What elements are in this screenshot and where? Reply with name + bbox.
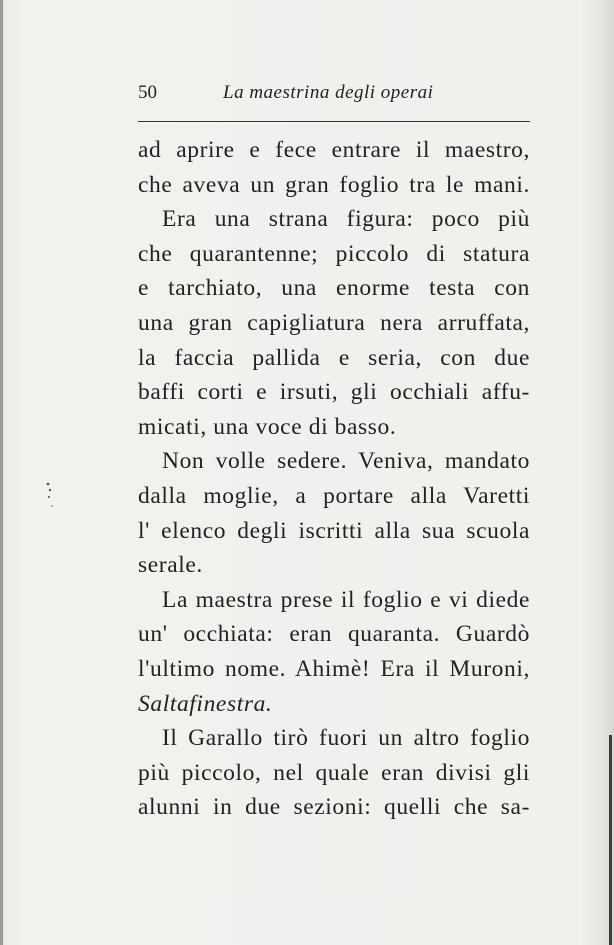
paragraph-start-line: La maestra prese il foglio e vi diede: [162, 586, 530, 613]
body-text: [138, 133, 530, 825]
header-rule: [138, 121, 530, 122]
ink-specks: [40, 478, 60, 518]
paragraph-end-line: micati, una voce di basso.: [138, 413, 397, 440]
text-line: dalla moglie, a portare alla Varetti: [138, 482, 530, 509]
text-line: che aveva un gran foglio tra le mani.: [138, 171, 530, 198]
text-line: un' occhiata: eran quaranta. Guardò: [138, 621, 530, 648]
text-line: ad aprire e fece entrare il maestro,: [138, 137, 530, 163]
page-header: [138, 78, 530, 108]
text-line: l'ultimo nome. Ahimè! Era il Muroni,: [138, 655, 530, 682]
speck: [51, 505, 53, 507]
running-title: La maestrina degli operai: [223, 82, 434, 103]
speck: [47, 483, 50, 486]
text-line: più piccolo, nel quale eran divisi gli: [138, 759, 530, 786]
text-line: e tarchiato, una enorme testa con: [138, 275, 530, 302]
paragraph-start-line: Il Garallo tirò fuori un altro foglio: [162, 725, 530, 752]
text-line: baffi corti e irsuti, gli occhiali affu-: [138, 379, 530, 406]
page-left-edge: [0, 0, 3, 945]
speck: [48, 496, 50, 498]
text-line: che quarantenne; piccolo di statura: [138, 240, 530, 267]
text-line: l' elenco degli iscritti alla sua scuola: [138, 517, 530, 544]
text-line: alunni in due sezioni: quelli che sa-: [138, 794, 530, 821]
speck: [49, 489, 51, 491]
paragraph-end-line: serale.: [138, 552, 203, 579]
page-right-edge: [609, 735, 612, 945]
text-line: la faccia pallida e seria, con due: [138, 344, 530, 371]
page-number: 50: [138, 82, 157, 103]
italic-nickname-line: Saltafinestra.: [138, 690, 273, 717]
text-line: una gran capigliatura nera arruffata,: [138, 309, 530, 336]
paragraph-start-line: Non volle sedere. Veniva, mandato: [162, 448, 530, 475]
paragraph-start-line: Era una strana figura: poco più: [162, 206, 530, 233]
